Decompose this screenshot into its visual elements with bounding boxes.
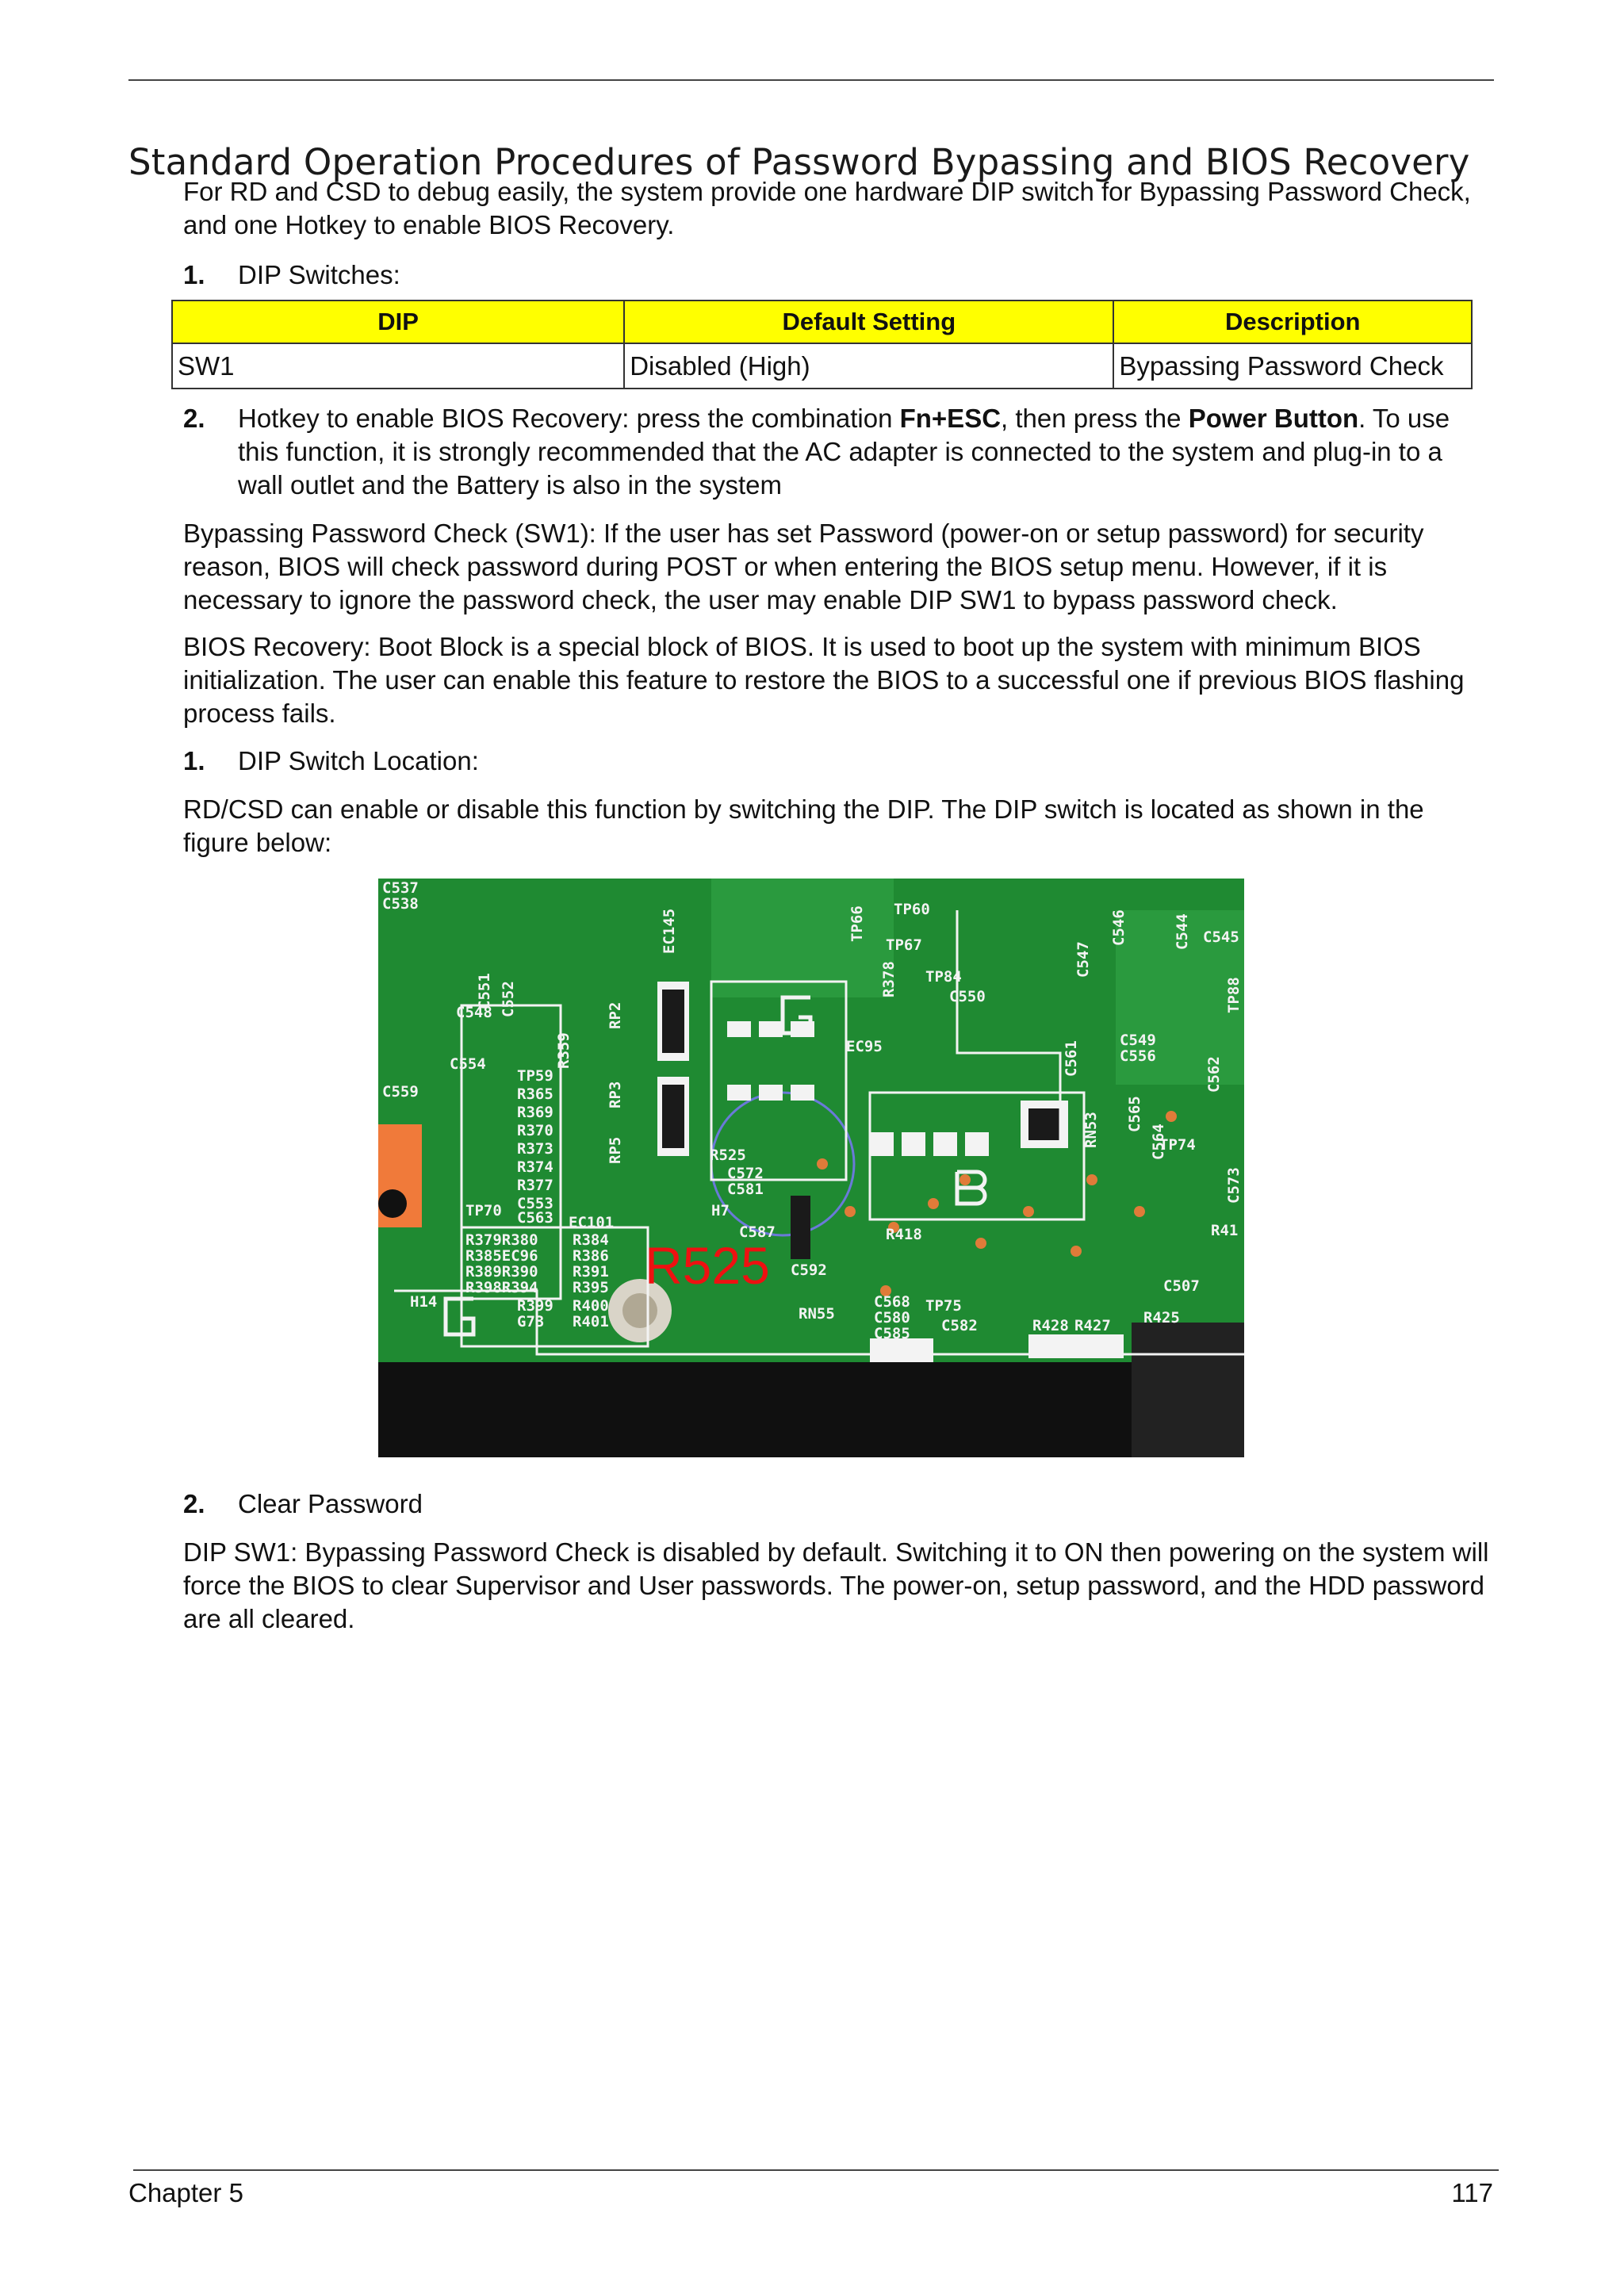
- list-number: 1.: [183, 260, 205, 289]
- svg-text:RP3: RP3: [607, 1081, 624, 1108]
- svg-text:R369: R369: [517, 1104, 553, 1121]
- motherboard-illustration: [378, 879, 1244, 1457]
- svg-text:TP66: TP66: [848, 905, 866, 942]
- svg-text:R418: R418: [886, 1226, 922, 1243]
- svg-text:R359: R359: [555, 1032, 573, 1069]
- list-item-clear-password: [183, 1487, 1492, 1521]
- hotkey-text-post: . To use this function, it is strongly recommended that the AC adapter is connected to the system and plug-in to a wall outlet and the Battery is also in the system: [238, 404, 1450, 500]
- svg-text:C554: C554: [450, 1055, 486, 1073]
- svg-text:C537: C537: [382, 879, 419, 897]
- bypass-paragraph: Bypassing Password Check (SW1): If the user has set Password (power-on or setup password) for security reason, BIOS will check password during POST or when entering the BIOS setup menu. However, if it is necessary to ignore the password check, the user may enable DIP SW1 to bypass password check.: [183, 519, 1424, 614]
- svg-text:C581: C581: [727, 1181, 764, 1198]
- svg-text:TP67: TP67: [886, 936, 922, 954]
- svg-text:R379R380: R379R380: [465, 1231, 538, 1249]
- motherboard-photo: [378, 879, 1244, 1457]
- svg-text:EC101: EC101: [569, 1214, 615, 1231]
- svg-text:TP75: TP75: [925, 1297, 962, 1315]
- svg-text:R426: R426: [1032, 1333, 1069, 1350]
- svg-text:G73: G73: [517, 1313, 545, 1330]
- svg-text:C565: C565: [1126, 1096, 1143, 1132]
- svg-text:EC145: EC145: [661, 908, 678, 954]
- recovery-paragraph: BIOS Recovery: Boot Block is a special block of BIOS. It is used to boot up the system with minimum BIOS initialization. The user can enable this feature to restore the BIOS to a successful one if previous BIOS flashing process fails.: [183, 632, 1465, 728]
- svg-text:C553: C553: [517, 1195, 553, 1212]
- footer-rule: [133, 2169, 1499, 2171]
- svg-text:C572: C572: [727, 1165, 764, 1182]
- svg-text:C507: C507: [1163, 1277, 1200, 1295]
- svg-text:C573: C573: [1225, 1167, 1243, 1204]
- footer-chapter: Chapter 5: [128, 2178, 243, 2207]
- svg-text:R395: R395: [573, 1279, 609, 1296]
- svg-text:R377: R377: [517, 1177, 553, 1194]
- page-title: Standard Operation Procedures of Password Bypassing and BIOS Recovery: [128, 141, 1470, 184]
- svg-text:R398R394: R398R394: [465, 1279, 538, 1296]
- hotkey-text-pre: Hotkey to enable BIOS Recovery: press the combination: [238, 404, 900, 433]
- svg-text:R428: R428: [1032, 1317, 1069, 1334]
- svg-text:R400: R400: [573, 1297, 609, 1315]
- hotkey-text-mid: , then press the: [1001, 404, 1189, 433]
- list-item-text: DIP Switch Location:: [238, 746, 479, 775]
- svg-text:R384: R384: [573, 1231, 609, 1249]
- svg-text:C582: C582: [941, 1317, 978, 1334]
- svg-text:RP2: RP2: [607, 1001, 624, 1029]
- svg-text:C587: C587: [739, 1223, 776, 1241]
- svg-text:R389R390: R389R390: [465, 1263, 538, 1281]
- svg-text:C551: C551: [476, 973, 493, 1009]
- svg-text:H14: H14: [410, 1293, 438, 1311]
- svg-text:R365: R365: [517, 1085, 553, 1103]
- svg-text:R378: R378: [880, 961, 898, 997]
- svg-text:C545: C545: [1203, 928, 1239, 946]
- svg-text:R525: R525: [710, 1147, 746, 1164]
- list-item-dip-location: [183, 745, 1492, 778]
- svg-text:R373: R373: [517, 1140, 553, 1158]
- svg-text:C549: C549: [1120, 1032, 1156, 1049]
- svg-text:C561: C561: [1063, 1040, 1080, 1077]
- svg-text:C563: C563: [517, 1209, 553, 1227]
- svg-text:TP84: TP84: [925, 968, 962, 986]
- svg-text:C552: C552: [500, 981, 517, 1017]
- table-cell-dip: SW1: [172, 343, 624, 389]
- svg-text:C592: C592: [791, 1261, 827, 1279]
- column-header-dip: DIP: [172, 301, 624, 343]
- svg-text:C548: C548: [456, 1004, 492, 1021]
- header-rule: [128, 79, 1494, 81]
- svg-text:TP74: TP74: [1159, 1136, 1196, 1154]
- list-number: 2.: [183, 1489, 205, 1518]
- svg-text:R425: R425: [1143, 1309, 1180, 1326]
- svg-text:C538: C538: [382, 895, 419, 913]
- svg-text:C550: C550: [949, 988, 986, 1005]
- svg-text:TP88: TP88: [1225, 977, 1243, 1013]
- svg-text:R427: R427: [1074, 1317, 1111, 1334]
- list-item-text: DIP Switches:: [238, 260, 400, 289]
- svg-text:RN55: RN55: [799, 1305, 835, 1323]
- power-button-label: Power Button: [1188, 404, 1359, 433]
- svg-text:C580: C580: [874, 1309, 910, 1326]
- svg-text:H7: H7: [711, 1202, 730, 1219]
- svg-text:R370: R370: [517, 1122, 553, 1139]
- svg-text:TP60: TP60: [894, 901, 930, 918]
- table-cell-description: Bypassing Password Check: [1113, 343, 1472, 389]
- dip-switch-table: [171, 300, 1473, 389]
- list-item-text: Clear Password: [238, 1489, 423, 1518]
- svg-text:C547: C547: [1074, 941, 1092, 978]
- svg-text:RP5: RP5: [607, 1136, 624, 1164]
- hotkey-combination: Fn+ESC: [899, 404, 1002, 433]
- svg-text:R41: R41: [1211, 1222, 1239, 1239]
- column-header-default-setting: Default Setting: [624, 301, 1113, 343]
- svg-text:R401: R401: [573, 1313, 609, 1330]
- svg-text:C585: C585: [874, 1325, 910, 1342]
- svg-text:TP70: TP70: [465, 1202, 502, 1219]
- r525-callout-label: R525: [645, 1236, 770, 1295]
- svg-text:R374: R374: [517, 1158, 553, 1176]
- svg-text:C562: C562: [1205, 1056, 1223, 1093]
- list-item-dip-switches: [183, 258, 1492, 292]
- list-item-text: [238, 402, 1492, 502]
- svg-text:RN53: RN53: [1082, 1112, 1100, 1148]
- svg-text:C568: C568: [874, 1293, 910, 1311]
- svg-text:TP59: TP59: [517, 1067, 553, 1085]
- list-number: 2.: [183, 404, 205, 433]
- table-cell-default-setting: Disabled (High): [624, 343, 1113, 389]
- svg-text:C546: C546: [1110, 909, 1128, 946]
- svg-text:R386: R386: [573, 1247, 609, 1265]
- list-number: 1.: [183, 746, 205, 775]
- svg-text:R391: R391: [573, 1263, 609, 1281]
- clear-password-paragraph: DIP SW1: Bypassing Password Check is disabled by default. Switching it to ON then powering on the system will force the BIOS to clear Supervisor and User passwords. The power-on, setup password, and the HDD password are all cleared.: [183, 1537, 1489, 1633]
- svg-text:R385EC96: R385EC96: [465, 1247, 538, 1265]
- svg-text:C559: C559: [382, 1083, 419, 1101]
- table-header-row: [172, 301, 1472, 343]
- svg-text:EC95: EC95: [846, 1038, 883, 1055]
- svg-text:R429: R429: [1074, 1333, 1111, 1350]
- footer-page-number: 117: [1451, 2178, 1493, 2207]
- svg-text:R399: R399: [517, 1297, 553, 1315]
- column-header-description: Description: [1113, 301, 1472, 343]
- table-row: [172, 343, 1472, 389]
- list-item-hotkey: [183, 402, 1492, 502]
- svg-text:C544: C544: [1174, 913, 1191, 950]
- svg-text:C564: C564: [1150, 1124, 1167, 1160]
- intro-paragraph: For RD and CSD to debug easily, the system provide one hardware DIP switch for Bypassing Password Check, and one Hotkey to enable BIOS Recovery.: [183, 177, 1471, 239]
- svg-text:C556: C556: [1120, 1047, 1156, 1065]
- location-paragraph: RD/CSD can enable or disable this function by switching the DIP. The DIP switch is located as shown in the figure below:: [183, 794, 1424, 857]
